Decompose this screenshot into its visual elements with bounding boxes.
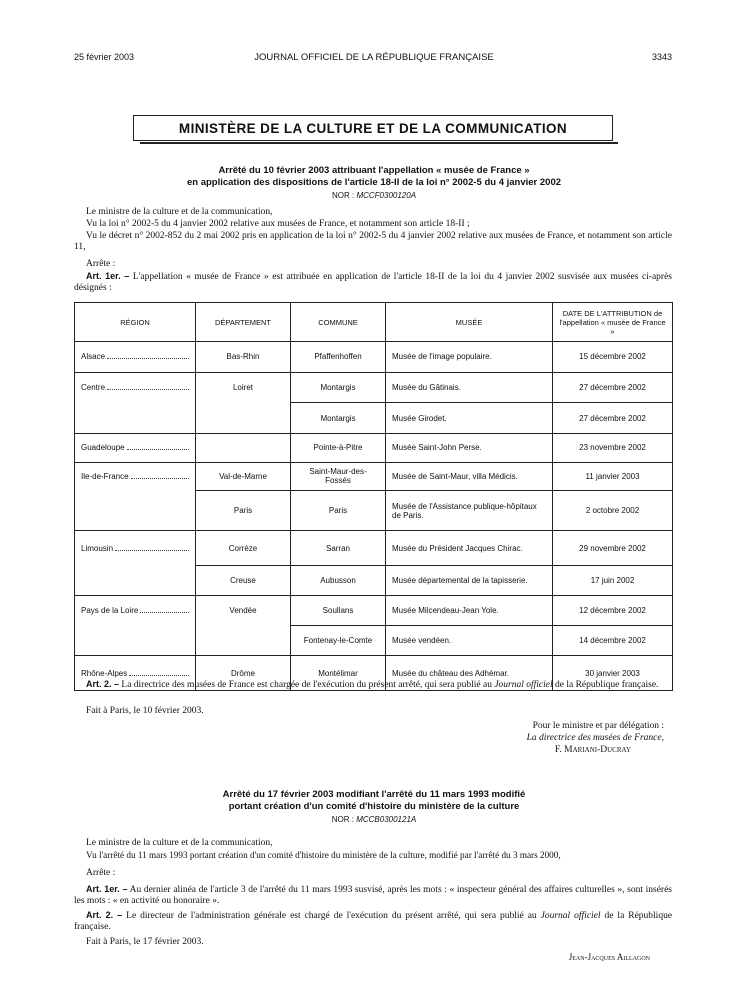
cell-date: 30 janvier 2003: [553, 656, 673, 691]
nor-label: NOR :: [331, 191, 355, 200]
cell-region: [75, 491, 196, 531]
ministry-title: MINISTÈRE DE LA CULTURE ET DE LA COMMUNICATION: [178, 120, 568, 136]
decree1-signature-line2: La directrice des musées de France,: [526, 733, 664, 743]
decree2-article2: [74, 910, 672, 933]
cell-departement: [196, 403, 291, 434]
article2-label: Art. 2. –: [86, 679, 120, 689]
cell-region: [75, 626, 196, 656]
cell-commune: Montargis: [291, 403, 386, 434]
cell-date: 23 novembre 2002: [553, 433, 673, 462]
cell-date: 15 décembre 2002: [553, 342, 673, 373]
col-header-departement: DÉPARTEMENT: [196, 303, 291, 342]
cell-date: 27 décembre 2002: [553, 403, 673, 434]
cell-region: [75, 433, 196, 462]
article2-text-b: de la République française.: [74, 911, 673, 932]
cell-musee: Musée de Saint-Maur, villa Médicis.: [386, 462, 553, 491]
article2-text-a: Le directeur de l'administration générale est chargé de l'exécution du présent arrêté, qui sera publié au: [126, 911, 537, 921]
decree2-arrete: Arrête :: [86, 868, 116, 878]
cell-musee: Musée Saint-John Perse.: [386, 433, 553, 462]
decree1-intro2: Vu la loi n° 2002-5 du 4 janvier 2002 relative aux musées de France, et notamment son article 18-II ;: [86, 219, 470, 229]
nor-code: MCCB0300121A: [356, 815, 417, 824]
header-journal-title: JOURNAL OFFICIEL DE LA RÉPUBLIQUE FRANÇAISE: [254, 52, 494, 63]
cell-musee: Musée du Gâtinais.: [386, 372, 553, 403]
cell-commune: Aubusson: [291, 566, 386, 596]
cell-musee: Musée Milcendeau-Jean Yole.: [386, 595, 553, 626]
table-row: [75, 491, 673, 531]
cell-departement: Loiret: [196, 372, 291, 403]
decree1-signatory: F. Mariani-Ducray: [554, 745, 631, 755]
cell-region: [75, 372, 196, 403]
decree1-signature-line1: Pour le ministre et par délégation :: [532, 721, 664, 731]
region-name: Limousin: [81, 543, 114, 553]
decree2-fait: Fait à Paris, le 17 février 2003.: [86, 937, 204, 947]
decree2-nor: [0, 815, 748, 824]
dot-leader: [115, 550, 189, 551]
decree1-article1: [74, 271, 672, 294]
col-header-commune: COMMUNE: [291, 303, 386, 342]
header-date: 25 février 2003: [74, 52, 135, 62]
cell-commune: Pointe-à-Pitre: [291, 433, 386, 462]
table-row: [75, 342, 673, 373]
cell-region: [75, 566, 196, 596]
dot-leader: [140, 612, 189, 613]
article2-label: Art. 2. –: [86, 910, 123, 920]
cell-region: [75, 462, 196, 491]
table-row: [75, 531, 673, 566]
cell-departement: Creuse: [196, 566, 291, 596]
dot-leader: [107, 389, 189, 390]
decree1-arrete: Arrête :: [86, 259, 116, 269]
cell-departement: Val-de-Marne: [196, 462, 291, 491]
decree1-article2: [74, 679, 672, 691]
cell-musee: Musée de l'Assistance publique-hôpitaux de Paris.: [386, 491, 553, 531]
cell-departement: Vendée: [196, 595, 291, 626]
cell-date: 17 juin 2002: [553, 566, 673, 596]
table-row: [75, 595, 673, 626]
cell-departement: Corrèze: [196, 531, 291, 566]
nor-label: NOR :: [331, 815, 354, 824]
cell-date: 12 décembre 2002: [553, 595, 673, 626]
decree2-intro2: Vu l'arrêté du 11 mars 1993 portant création d'un comité d'histoire du ministère de la culture, modifié par l'arrêté du 3 mars 2000,: [86, 850, 561, 860]
table-row: [75, 372, 673, 403]
cell-departement: Paris: [196, 491, 291, 531]
cell-commune: Montélimar: [291, 656, 386, 691]
article1-label: Art. 1er. –: [86, 884, 128, 894]
cell-commune: Montargis: [291, 372, 386, 403]
region-name: Rhône-Alpes: [81, 668, 128, 678]
article1-label: Art. 1er. –: [86, 271, 130, 281]
cell-commune: Soullans: [291, 595, 386, 626]
cell-musee: Musée vendéen.: [386, 626, 553, 656]
decree1-fait: Fait à Paris, le 10 février 2003.: [86, 706, 204, 716]
article2-journal: Journal officiel: [540, 911, 601, 921]
decree2-title-line1: Arrêté du 17 février 2003 modifiant l'arrêté du 11 mars 1993 modifié: [222, 789, 526, 800]
article2-journal: Journal officiel: [494, 680, 553, 690]
cell-region: [75, 342, 196, 373]
region-name: Ile-de-France: [81, 472, 129, 482]
table-row: [75, 403, 673, 434]
table-row: [75, 433, 673, 462]
cell-departement: Bas-Rhin: [196, 342, 291, 373]
ministry-banner-shadow: [140, 142, 618, 144]
decree1-nor: [0, 191, 748, 200]
cell-date: 27 décembre 2002: [553, 372, 673, 403]
cell-date: 2 octobre 2002: [553, 491, 673, 531]
dot-leader: [107, 358, 189, 359]
table-row: [75, 462, 673, 491]
decree1-intro1: Le ministre de la culture et de la communication,: [86, 207, 273, 217]
decree1-title-line2: en application des dispositions de l'article 18-II de la loi n° 2002-5 du 4 janvier 2002: [186, 177, 562, 188]
cell-commune: Fontenay-le-Comte: [291, 626, 386, 656]
header-page-number: 3343: [651, 52, 672, 62]
cell-date: 11 janvier 2003: [553, 462, 673, 491]
article2-text-a: La directrice des musées de France est chargée de l'exécution du présent arrêté, qui sera publié au: [121, 680, 492, 690]
cell-region: [75, 531, 196, 566]
cell-commune: Pfaffenhoffen: [291, 342, 386, 373]
cell-musee: Musée du château des Adhémar.: [386, 656, 553, 691]
cell-musee: Musée du Président Jacques Chirac.: [386, 531, 553, 566]
article1-text: Au dernier alinéa de l'article 3 de l'arrêté du 11 mars 1993 susvisé, après les mots : « inspecteur général des affaires culturelles », sont insérés les mots : « en activité ou honoraire ».: [74, 885, 672, 906]
table-row: [75, 626, 673, 656]
table-header-row: [75, 303, 673, 342]
region-name: Pays de la Loire: [81, 606, 139, 616]
col-header-date: DATE DE L'ATTRIBUTION de l'appellation « musée de France »: [553, 303, 673, 342]
cell-departement: [196, 626, 291, 656]
cell-region: [75, 403, 196, 434]
ministry-banner: [133, 115, 613, 141]
col-header-region: RÉGION: [75, 303, 196, 342]
decree1-title-line1: Arrêté du 10 février 2003 attribuant l'appellation « musée de France »: [218, 165, 530, 176]
museums-table: [74, 302, 673, 691]
region-name: Guadeloupe: [81, 443, 125, 453]
cell-musee: Musée départemental de la tapisserie.: [386, 566, 553, 596]
article1-text: L'appellation « musée de France » est attribuée en application de l'article 18-II de la loi du 4 janvier 2002 susvisée aux musées ci-après désignés :: [74, 272, 673, 293]
cell-departement: Drôme: [196, 656, 291, 691]
cell-musee: Musée de l'image populaire.: [386, 342, 553, 373]
cell-commune: Paris: [291, 491, 386, 531]
dot-leader: [127, 449, 189, 450]
cell-commune: Sarran: [291, 531, 386, 566]
cell-date: 29 novembre 2002: [553, 531, 673, 566]
decree2-signatory: Jean-Jacques Aillagon: [568, 952, 650, 962]
cell-departement: [196, 433, 291, 462]
cell-commune: Saint-Maur-des-Fossés: [291, 462, 386, 491]
decree1-intro3: Vu le décret n° 2002-852 du 2 mai 2002 pris en application de la loi n° 2002-5 du 4 janvier 2002 relative aux musées de France, et notamment son article 11,: [74, 231, 672, 252]
cell-musee: Musée Girodet.: [386, 403, 553, 434]
col-header-musee: MUSÉE: [386, 303, 553, 342]
table-row: [75, 566, 673, 596]
cell-region: [75, 595, 196, 626]
region-name: Alsace: [81, 352, 106, 362]
nor-code: MCCF0300120A: [356, 191, 417, 200]
decree2-intro1: Le ministre de la culture et de la communication,: [86, 838, 273, 848]
cell-date: 14 décembre 2002: [553, 626, 673, 656]
decree2-article1: [74, 884, 672, 907]
dot-leader: [131, 478, 189, 479]
article2-text-b: de la République française.: [555, 680, 659, 690]
dot-leader: [129, 675, 189, 676]
region-name: Centre: [81, 383, 106, 393]
decree2-title-line2: portant création d'un comité d'histoire du ministère de la culture: [228, 801, 520, 812]
